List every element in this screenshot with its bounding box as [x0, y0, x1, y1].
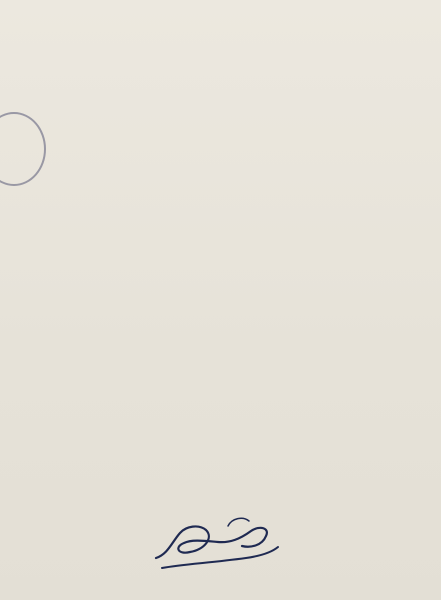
official-stamp — [0, 112, 46, 186]
signature-image — [150, 508, 285, 580]
